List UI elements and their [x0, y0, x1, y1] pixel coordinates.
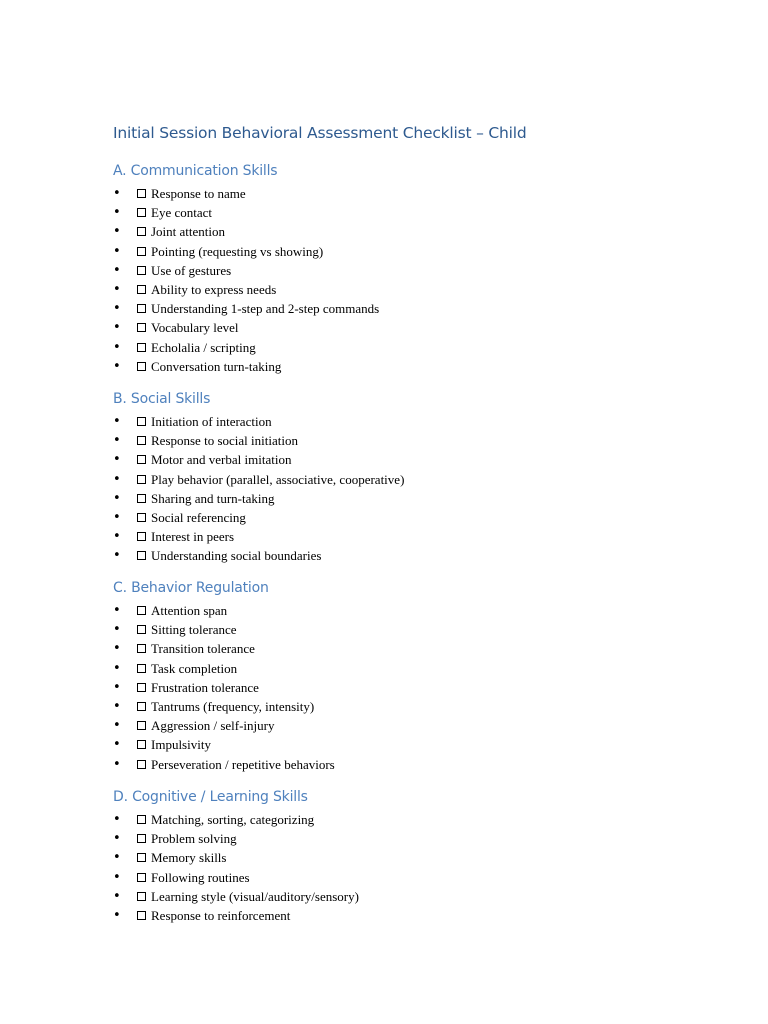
checkbox-icon[interactable]: [137, 815, 146, 824]
item-label: Initiation of interaction: [151, 414, 272, 429]
list-item: [0, 811, 700, 830]
bullet-icon: •: [113, 888, 121, 904]
list-item: [0, 358, 700, 377]
list-item: [0, 869, 700, 888]
bullet-icon: •: [113, 641, 121, 657]
checkbox-icon[interactable]: [137, 436, 146, 445]
checkbox-icon[interactable]: [137, 892, 146, 901]
item-label: Aggression / self-injury: [151, 718, 275, 734]
item-label: Frustration tolerance: [151, 679, 259, 695]
checkbox-icon[interactable]: [137, 285, 146, 294]
item-label: Echolalia / scripting: [151, 339, 256, 355]
bullet-icon: •: [113, 679, 121, 695]
list-item: [0, 451, 700, 470]
item-label: Motor and verbal imitation: [151, 452, 292, 468]
item-label: Understanding 1-step and 2-step commands: [151, 301, 380, 317]
bullet-icon: •: [113, 433, 121, 449]
checkbox-icon[interactable]: [137, 721, 146, 730]
checkbox-icon[interactable]: [137, 266, 146, 275]
list-item: [0, 243, 700, 262]
checkbox-icon[interactable]: [137, 494, 146, 503]
bullet-icon: •: [113, 471, 121, 487]
list-item: [0, 830, 700, 849]
list-item: [0, 223, 700, 242]
item-label: Problem solving: [151, 831, 237, 847]
checkbox-icon[interactable]: [137, 417, 146, 426]
checkbox-icon[interactable]: [137, 873, 146, 882]
checkbox-icon[interactable]: [137, 740, 146, 749]
checklist: [0, 602, 700, 775]
bullet-icon: •: [113, 301, 121, 317]
section-heading: B. Social Skills: [113, 391, 211, 407]
list-item: [0, 413, 700, 432]
checkbox-icon[interactable]: [137, 702, 146, 711]
checkbox-icon[interactable]: [137, 644, 146, 653]
item-label: Eye contact: [151, 205, 212, 221]
list-item: [0, 509, 700, 528]
item-label: Attention span: [151, 603, 228, 618]
bullet-icon: •: [113, 831, 121, 847]
item-label: Response to reinforcement: [151, 907, 291, 923]
item-label: Memory skills: [151, 850, 227, 866]
checkbox-icon[interactable]: [137, 227, 146, 236]
bullet-icon: •: [113, 603, 121, 618]
item-label: Matching, sorting, categorizing: [151, 812, 315, 827]
checklist: [0, 185, 700, 377]
bullet-icon: •: [113, 452, 121, 468]
checkbox-icon[interactable]: [137, 532, 146, 541]
checkbox-icon[interactable]: [137, 304, 146, 313]
checkbox-icon[interactable]: [137, 362, 146, 371]
item-label: Understanding social boundaries: [151, 548, 322, 564]
bullet-icon: •: [113, 358, 121, 374]
list-item: [0, 262, 700, 281]
bullet-icon: •: [113, 243, 121, 259]
bullet-icon: •: [113, 490, 121, 506]
checkbox-icon[interactable]: [137, 853, 146, 862]
bullet-icon: •: [113, 869, 121, 885]
checkbox-icon[interactable]: [137, 475, 146, 484]
item-label: Pointing (requesting vs showing): [151, 243, 324, 259]
item-label: Tantrums (frequency, intensity): [151, 698, 315, 714]
item-label: Perseveration / repetitive behaviors: [151, 756, 335, 772]
checkbox-icon[interactable]: [137, 683, 146, 692]
item-label: Joint attention: [151, 224, 226, 240]
item-label: Conversation turn-taking: [151, 358, 282, 374]
item-label: Vocabulary level: [151, 320, 239, 336]
bullet-icon: •: [113, 281, 121, 297]
bullet-icon: •: [113, 812, 121, 827]
checkbox-icon[interactable]: [137, 664, 146, 673]
document-title: Initial Session Behavioral Assessment Checklist – Child: [113, 124, 527, 142]
item-label: Impulsivity: [151, 737, 211, 753]
list-item: [0, 756, 700, 775]
list-item: [0, 679, 700, 698]
bullet-icon: •: [113, 509, 121, 525]
list-item: [0, 185, 700, 204]
bullet-icon: •: [113, 660, 121, 676]
checkbox-icon[interactable]: [137, 323, 146, 332]
list-item: [0, 490, 700, 509]
bullet-icon: •: [113, 548, 121, 564]
list-item: [0, 717, 700, 736]
bullet-icon: •: [113, 529, 121, 545]
checklist: [0, 413, 700, 567]
checkbox-icon[interactable]: [137, 247, 146, 256]
list-item: [0, 547, 700, 566]
item-label: Sitting tolerance: [151, 622, 237, 638]
list-item: [0, 471, 700, 490]
bullet-icon: •: [113, 907, 121, 923]
item-label: Following routines: [151, 869, 250, 885]
list-item: [0, 281, 700, 300]
list-item: [0, 849, 700, 868]
list-item: [0, 888, 700, 907]
list-item: [0, 621, 700, 640]
checkbox-icon[interactable]: [137, 513, 146, 522]
checkbox-icon[interactable]: [137, 208, 146, 217]
bullet-icon: •: [113, 224, 121, 240]
list-item: [0, 339, 700, 358]
list-item: [0, 698, 700, 717]
checkbox-icon[interactable]: [137, 551, 146, 560]
list-item: [0, 660, 700, 679]
item-label: Response to social initiation: [151, 433, 298, 449]
checkbox-icon[interactable]: [137, 911, 146, 920]
list-item: [0, 300, 700, 319]
list-item: [0, 640, 700, 659]
item-label: Transition tolerance: [151, 641, 255, 657]
item-label: Social referencing: [151, 509, 246, 525]
bullet-icon: •: [113, 850, 121, 866]
list-item: [0, 432, 700, 451]
checkbox-icon[interactable]: [137, 760, 146, 769]
bullet-icon: •: [113, 205, 121, 221]
bullet-icon: •: [113, 737, 121, 753]
list-item: [0, 602, 700, 621]
checklist: [0, 811, 700, 926]
section-heading: A. Communication Skills: [113, 163, 278, 179]
item-label: Use of gestures: [151, 262, 232, 278]
bullet-icon: •: [113, 756, 121, 772]
checkbox-icon[interactable]: [137, 189, 146, 198]
item-label: Ability to express needs: [151, 281, 277, 297]
item-label: Play behavior (parallel, associative, cooperative): [151, 471, 405, 487]
checkbox-icon[interactable]: [137, 606, 146, 615]
section-heading: C. Behavior Regulation: [113, 580, 269, 596]
item-label: Interest in peers: [151, 529, 235, 545]
checkbox-icon[interactable]: [137, 834, 146, 843]
bullet-icon: •: [113, 622, 121, 638]
bullet-icon: •: [113, 718, 121, 734]
bullet-icon: •: [113, 414, 121, 429]
checkbox-icon[interactable]: [137, 343, 146, 352]
list-item: [0, 204, 700, 223]
section-heading: D. Cognitive / Learning Skills: [113, 789, 308, 805]
bullet-icon: •: [113, 698, 121, 714]
item-label: Learning style (visual/auditory/sensory): [151, 888, 359, 904]
bullet-icon: •: [113, 339, 121, 355]
bullet-icon: •: [113, 186, 121, 201]
bullet-icon: •: [113, 320, 121, 336]
checkbox-icon[interactable]: [137, 455, 146, 464]
bullet-icon: •: [113, 262, 121, 278]
item-label: Sharing and turn-taking: [151, 490, 275, 506]
checkbox-icon[interactable]: [137, 625, 146, 634]
list-item: [0, 528, 700, 547]
list-item: [0, 319, 700, 338]
item-label: Task completion: [151, 660, 238, 676]
list-item: [0, 736, 700, 755]
list-item: [0, 907, 700, 926]
item-label: Response to name: [151, 186, 246, 201]
